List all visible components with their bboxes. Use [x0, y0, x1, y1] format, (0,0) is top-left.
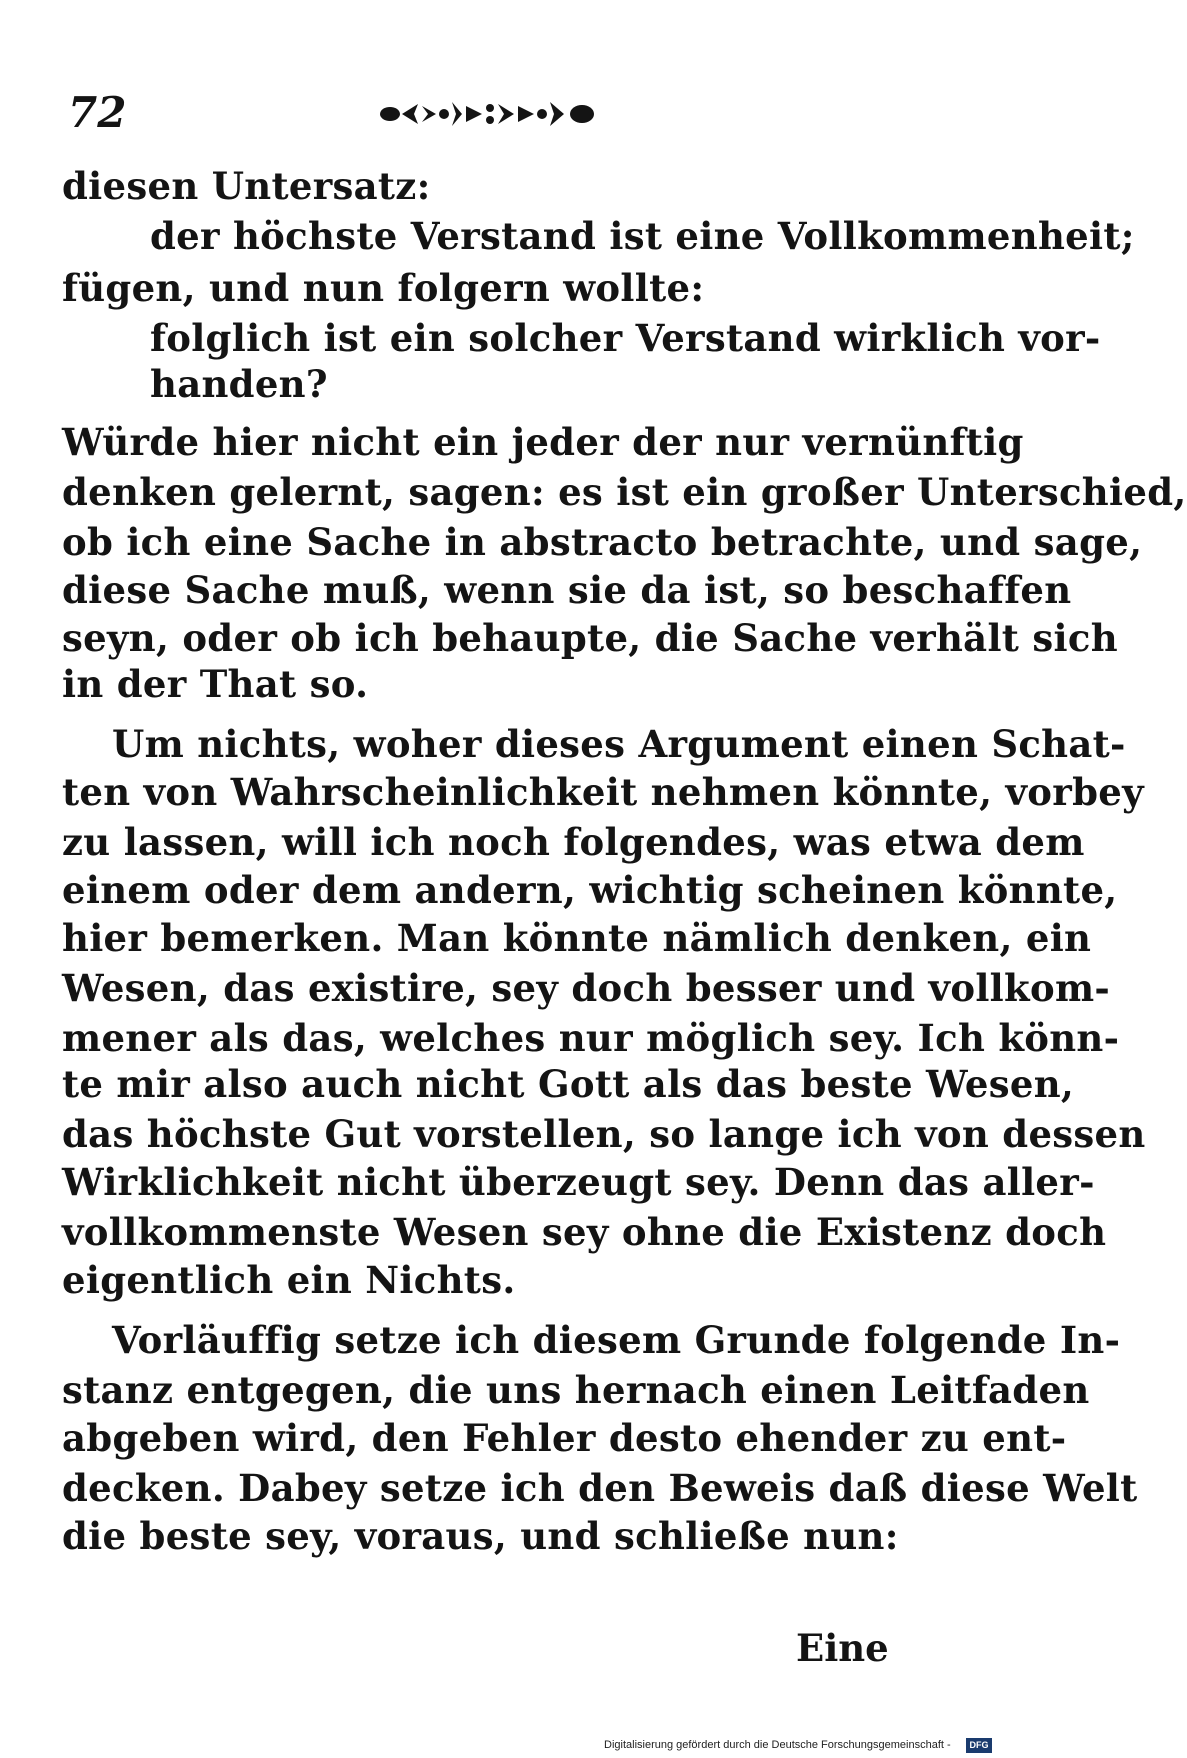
text-line: abgeben wird, den Fehler desto ehender zu ent- [62, 1416, 1067, 1460]
text-line: te mir also auch nicht Gott als das beste Wesen, [62, 1062, 1075, 1106]
text-line: ten von Wahrscheinlichkeit nehmen könnte, vorbey [62, 770, 1144, 814]
digitization-credit: Digitalisierung gefördert durch die Deutsche Forschungsgemeinschaft - [604, 1739, 951, 1751]
page-number: 72 [68, 88, 127, 137]
text-line: Wirklichkeit nicht überzeugt sey. Denn das aller- [62, 1160, 1095, 1204]
text-line: einem oder dem andern, wichtig scheinen könnte, [62, 868, 1118, 912]
text-line: Um nichts, woher dieses Argument einen Schat- [112, 722, 1126, 766]
text-line: hier bemerken. Man könnte nämlich denken, ein [62, 916, 1092, 960]
text-line: fügen, und nun folgern wollte: [62, 266, 705, 310]
catchword: Eine [796, 1626, 889, 1670]
text-line: der höchste Verstand ist eine Vollkommenheit; [150, 214, 1135, 258]
text-line: in der That so. [62, 662, 369, 706]
text-line: stanz entgegen, die uns hernach einen Leitfaden [62, 1368, 1090, 1412]
dfg-logo: DFG [966, 1738, 992, 1753]
text-line: die beste sey, voraus, und schließe nun: [62, 1514, 899, 1558]
text-line: Würde hier nicht ein jeder der nur vernünftig [62, 420, 1024, 464]
text-line: das höchste Gut vorstellen, so lange ich von dessen [62, 1112, 1146, 1156]
decorative-ornament-icon [378, 96, 598, 132]
text-line: Wesen, das existire, sey doch besser und vollkom- [62, 966, 1111, 1010]
text-line: decken. Dabey setze ich den Beweis daß diese Welt [62, 1466, 1138, 1510]
text-line: mener als das, welches nur möglich sey. Ich könn- [62, 1016, 1120, 1060]
text-line: Vorläuffig setze ich diesem Grunde folgende In- [112, 1318, 1121, 1362]
text-line: eigentlich ein Nichts. [62, 1258, 516, 1302]
text-line: denken gelernt, sagen: es ist ein großer Unterschied, [62, 470, 1187, 514]
text-line: vollkommenste Wesen sey ohne die Existenz doch [62, 1210, 1107, 1254]
text-line: zu lassen, will ich noch folgendes, was etwa dem [62, 820, 1085, 864]
text-line: diesen Untersatz: [62, 164, 431, 208]
text-line: seyn, oder ob ich behaupte, die Sache verhält sich [62, 616, 1118, 660]
text-line: diese Sache muß, wenn sie da ist, so beschaffen [62, 568, 1072, 612]
text-line: handen? [150, 362, 328, 406]
text-line: folglich ist ein solcher Verstand wirklich vor- [150, 316, 1101, 360]
text-line: ob ich eine Sache in abstracto betrachte, und sage, [62, 520, 1143, 564]
